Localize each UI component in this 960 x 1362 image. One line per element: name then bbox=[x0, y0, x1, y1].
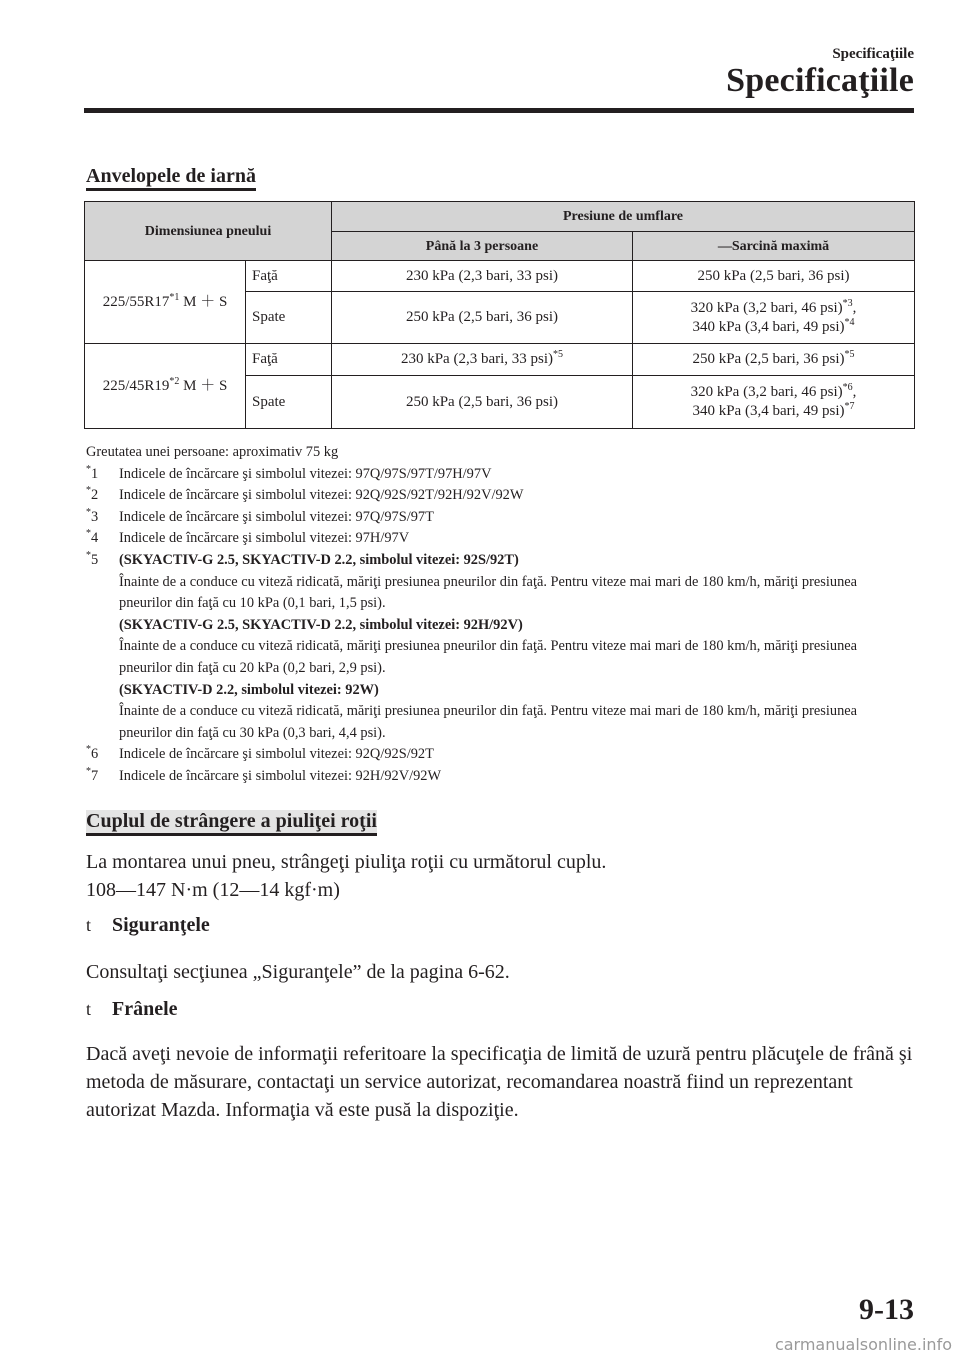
tire-size-cell: 225/55R17$^{*1}$ M ＋ S bbox=[85, 261, 246, 344]
watermark: carmanualsonline.info bbox=[774, 1335, 952, 1354]
torque-paragraph: La montarea unui pneu, strângeţi piuliţa roţii cu următorul cuplu. 108―147 N·m (12―14 kgf·m) bbox=[86, 851, 607, 901]
position-rear: Spate bbox=[246, 292, 332, 344]
person-weight-note: Greutatea unei persoane: aproximativ 75 kg bbox=[86, 444, 339, 460]
footnote-7: *7 Indicele de încărcare şi simbolul vitezei: 92H/92V/92W bbox=[86, 766, 442, 784]
col-up-to-3-persons: Până la 3 persoane bbox=[332, 232, 633, 261]
table-footnotes bbox=[86, 442, 886, 788]
bullet-icon: t bbox=[86, 915, 92, 935]
footnote-6: *6 Indicele de încărcare şi simbolul vitezei: 92Q/92S/92T bbox=[86, 744, 434, 763]
running-header-small: Specificaţiile bbox=[832, 46, 914, 62]
header-rule bbox=[84, 108, 914, 113]
pressure-cell: 250 kPa (2,5 bari, 36 psi) bbox=[633, 261, 915, 292]
col-max-load: —Sarcină maximă bbox=[633, 232, 915, 261]
col-tire-size: Dimensiunea pneului bbox=[85, 202, 332, 261]
brakes-heading: t Frânele bbox=[86, 998, 178, 1020]
position-rear: Spate bbox=[246, 376, 332, 429]
brakes-paragraph: Dacă aveţi nevoie de informaţii referitoare la specificaţia de limită de uzură pentru plăcuţele de frână şi metoda de măsurare, contactaţi un service autorizat, recomandarea noastră fiind un reprezentant autorizat Mazda. Informaţia vă este pusă la dispoziţie. bbox=[86, 1043, 913, 1121]
col-inflation-pressure: Presiune de umflare bbox=[332, 202, 915, 232]
table-row bbox=[85, 344, 915, 376]
footnote-5: *5 (SKYACTIV-G 2.5, SKYACTIV-D 2.2, simbolul vitezei: 92S/92T) Înainte de a conduce cu viteză ridicată, măriţi presiunea pneurilor din faţă. Pentru viteze mai mari de 180 km/h, măriţi presiunea pneurilor din faţă cu 10 kPa (0,1 bari, 1,5 psi). (SKYACTIV-G 2.5, SKYACTIV-D 2.2, simbolul vitezei: 92H/92V) Înainte de a conduce cu viteză ridicată, măriţi presiunea pneurilor din faţă. Pentru viteze mai mari de 180 km/h, măriţi presiunea pneurilor din faţă cu 20 kPa (0,2 bari, 2,9 psi). (SKYACTIV-D 2.2, simbolul vitezei: 92W) Înainte de a conduce cu viteză ridicată, măriţi presiunea pneurilor din faţă. Pentru viteze mai mari de 180 km/h, măriţi presiunea pneurilor din faţă cu 30 kPa (0,3 bari, 4,4 psi). bbox=[86, 550, 858, 741]
wheel-nut-torque-heading: Cuplul de strângere a piuliţei roţii bbox=[86, 810, 377, 836]
running-header-title: Specificaţiile bbox=[726, 62, 914, 99]
footnote-2: *2 Indicele de încărcare şi simbolul vitezei: 92Q/92S/92T/92H/92V/92W bbox=[86, 485, 524, 504]
page-number: 9-13 bbox=[859, 1293, 914, 1326]
position-front: Faţă bbox=[246, 261, 332, 292]
winter-tires-heading: Anvelopele de iarnă bbox=[86, 165, 256, 191]
pressure-cell: 250 kPa (2,5 bari, 36 psi)$^{*5}$ bbox=[633, 344, 915, 376]
fuses-heading: t Siguranţele bbox=[86, 914, 210, 936]
bullet-icon: t bbox=[86, 999, 92, 1019]
pressure-cell: 320 kPa (3,2 bari, 46 psi)$^{*6}$, 340 kPa (3,4 bari, 49 psi)$^{*7}$ bbox=[633, 376, 915, 429]
tire-size-cell: 225/45R19$^{*2}$ M ＋ S bbox=[85, 344, 246, 429]
pressure-cell: 320 kPa (3,2 bari, 46 psi)$^{*3}$, 340 kPa (3,4 bari, 49 psi)$^{*4}$ bbox=[633, 292, 915, 344]
footnote-1: *1 Indicele de încărcare şi simbolul vitezei: 97Q/97S/97T/97H/97V bbox=[86, 463, 492, 482]
pressure-cell: 250 kPa (2,5 bari, 36 psi) bbox=[332, 292, 633, 344]
pressure-cell: 230 kPa (2,3 bari, 33 psi)$^{*5}$ bbox=[332, 344, 633, 376]
footnote-4: *4 Indicele de încărcare şi simbolul vitezei: 97H/97V bbox=[86, 528, 410, 547]
pressure-cell: 230 kPa (2,3 bari, 33 psi) bbox=[332, 261, 633, 292]
pressure-cell: 250 kPa (2,5 bari, 36 psi) bbox=[332, 376, 633, 429]
table-row bbox=[85, 261, 915, 292]
position-front: Faţă bbox=[246, 344, 332, 376]
footnote-3: *3 Indicele de încărcare şi simbolul vitezei: 97Q/97S/97T bbox=[86, 506, 434, 525]
tire-pressure-table bbox=[84, 201, 915, 429]
fuses-paragraph: Consultaţi secţiunea „Siguranţele” de la pagina 6-62. bbox=[86, 961, 510, 983]
